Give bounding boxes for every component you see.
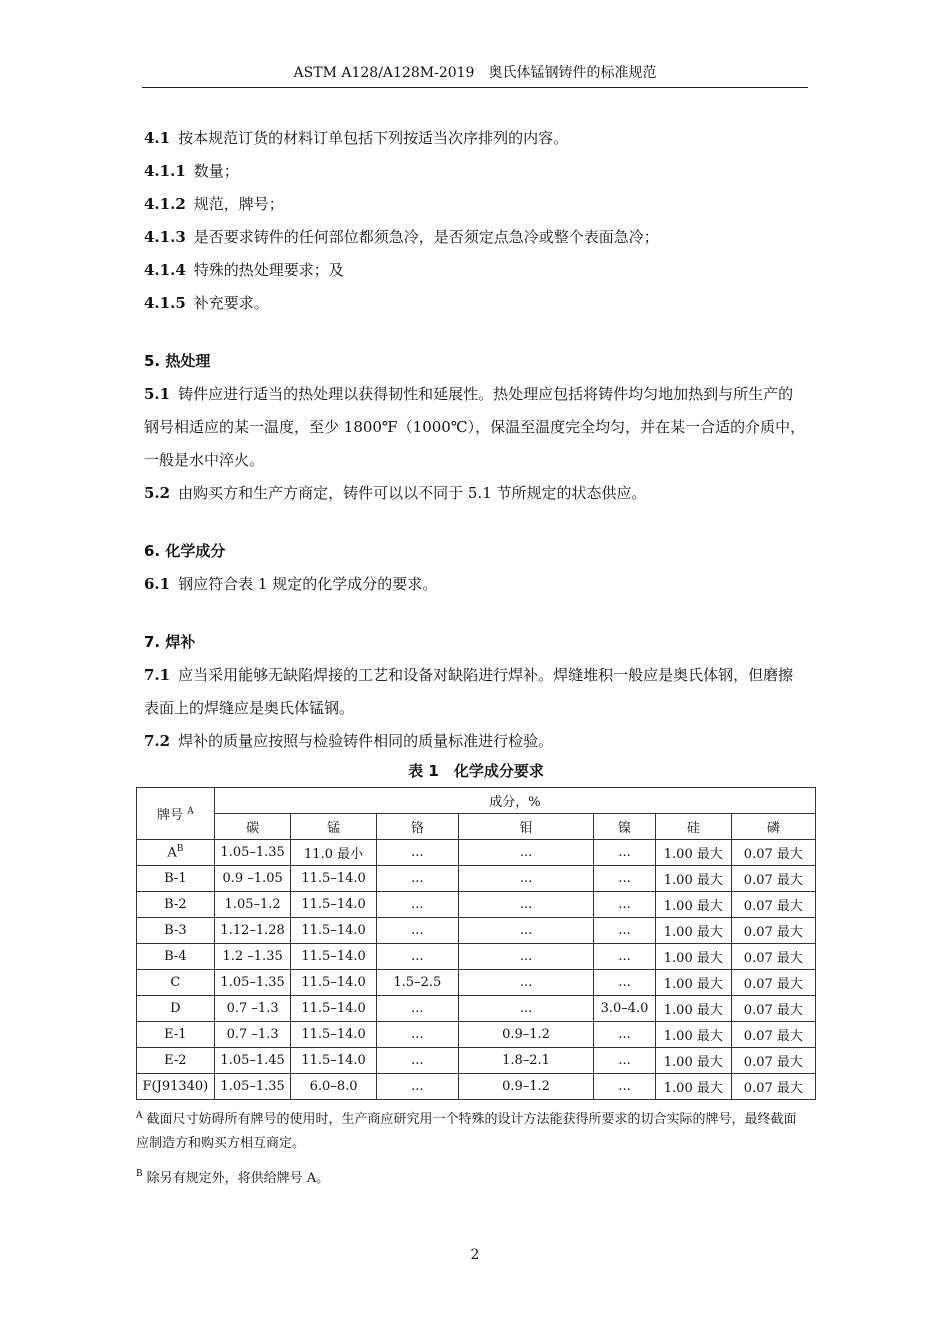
table-row <box>137 1022 816 1048</box>
paragraph <box>144 477 808 510</box>
table-cell: ... <box>458 970 593 996</box>
paragraph <box>144 254 808 287</box>
grade-cell <box>137 840 215 866</box>
clause-text: 数量； <box>193 162 239 180</box>
table-cell: ... <box>594 970 656 996</box>
column-header: 磷 <box>731 814 815 840</box>
table-cell: 0.07 最大 <box>731 892 815 918</box>
table-cell: 11.5–14.0 <box>291 892 376 918</box>
column-header: 镍 <box>594 814 656 840</box>
paragraph <box>144 378 808 477</box>
table-cell: 1.00 最大 <box>655 1022 731 1048</box>
table-cell: ... <box>376 1048 458 1074</box>
clause-number: 4.1 <box>144 129 171 147</box>
table-cell: ... <box>376 1022 458 1048</box>
clause-number: 4.1.2 <box>144 195 186 213</box>
clause-number: 4.1.3 <box>144 228 186 246</box>
column-header: 钼 <box>458 814 593 840</box>
table-cell: ... <box>458 866 593 892</box>
grade-cell <box>137 1022 215 1048</box>
grade-cell <box>137 970 215 996</box>
grade-cell <box>137 892 215 918</box>
footnote-mark: A <box>136 1111 143 1121</box>
table-cell: 1.05–1.2 <box>214 892 291 918</box>
clause-text: 规范，牌号； <box>193 195 284 213</box>
table-title: 表 1 化学成分要求 <box>408 762 544 780</box>
column-header: 硅 <box>655 814 731 840</box>
table-cell: 1.05–1.45 <box>214 1048 291 1074</box>
section-6-title: 6. 化学成分 <box>144 542 226 560</box>
table-cell: 0.07 最大 <box>731 840 815 866</box>
column-header: 铬 <box>376 814 458 840</box>
paragraph <box>144 725 808 758</box>
grade-label: E-1 <box>164 1027 187 1042</box>
clause-text: 焊补的质量应按照与检验铸件相同的质量标准进行检验。 <box>178 732 554 750</box>
grade-cell <box>137 996 215 1022</box>
table-cell: 11.5–14.0 <box>291 1048 376 1074</box>
table-cell: 1.00 最大 <box>655 944 731 970</box>
table-cell: ... <box>458 892 593 918</box>
clause-text: 按本规范订货的材料订单包括下列按适当次序排列的内容。 <box>178 129 569 147</box>
table-cell: 1.00 最大 <box>655 1048 731 1074</box>
table-row <box>137 944 816 970</box>
table-cell: 11.5–14.0 <box>291 970 376 996</box>
grade-cell <box>137 918 215 944</box>
table-cell: 1.12–1.28 <box>214 918 291 944</box>
paragraph <box>144 659 808 725</box>
table-row <box>137 1048 816 1074</box>
table-cell: 0.7 –1.3 <box>214 996 291 1022</box>
table-cell: 0.07 最大 <box>731 1022 815 1048</box>
table-cell: 0.9 –1.05 <box>214 866 291 892</box>
table-cell: 0.07 最大 <box>731 866 815 892</box>
clause-number: 5.1 <box>144 385 171 403</box>
grade-header: 牌号 $^A$ <box>137 788 215 840</box>
table-cell: 1.00 最大 <box>655 970 731 996</box>
table-cell: ... <box>458 944 593 970</box>
section-5-title: 5. 热处理 <box>144 352 211 370</box>
table-cell: 1.2 –1.35 <box>214 944 291 970</box>
table-cell: 11.5–14.0 <box>291 1022 376 1048</box>
clause-number: 7.2 <box>144 732 171 750</box>
section-7-title: 7. 焊补 <box>144 633 196 651</box>
table-cell: ... <box>458 996 593 1022</box>
table-cell: ... <box>376 944 458 970</box>
footnote-mark: B <box>136 1169 143 1180</box>
clause-number: 4.1.5 <box>144 294 186 312</box>
table-cell: ... <box>458 840 593 866</box>
grade-label: B-2 <box>164 897 187 912</box>
grade-cell <box>137 866 215 892</box>
clause-number: 7.1 <box>144 666 171 684</box>
table-cell: 1.8–2.1 <box>458 1048 593 1074</box>
footnote-mark: B <box>176 844 184 855</box>
table-row <box>137 892 816 918</box>
table-cell: ... <box>594 918 656 944</box>
grade-label: D <box>170 1001 181 1016</box>
grade-label: B-3 <box>164 923 187 938</box>
table-row <box>137 840 816 866</box>
section-6 <box>144 568 808 601</box>
table-cell: 11.5–14.0 <box>291 944 376 970</box>
section-4 <box>144 122 808 320</box>
footnote-text: 除另有规定外，将供给牌号 A。 <box>146 1170 330 1186</box>
table-cell: 1.00 最大 <box>655 918 731 944</box>
grade-label: B-1 <box>164 871 187 886</box>
grade-label: F(J91340) <box>142 1079 209 1094</box>
table-cell: 0.07 最大 <box>731 944 815 970</box>
clause-text: 应当采用能够无缺陷焊接的工艺和设备对缺陷进行焊补。焊缝堆积一般应是奥氏体钢，但磨擦表面上的焊缝应是奥氏体锰钢。 <box>144 666 794 717</box>
table-cell: 0.07 最大 <box>731 1048 815 1074</box>
grade-cell <box>137 1074 215 1100</box>
table-cell: ... <box>376 840 458 866</box>
clause-text: 钢应符合表 1 规定的化学成分的要求。 <box>178 575 438 593</box>
clause-number: 4.1.4 <box>144 261 186 279</box>
clause-text: 特殊的热处理要求；及 <box>193 261 344 279</box>
section-5 <box>144 378 808 510</box>
composition-table <box>136 787 816 1100</box>
table-cell: 0.07 最大 <box>731 1074 815 1100</box>
table-row <box>137 1074 816 1100</box>
clause-number: 5.2 <box>144 484 171 502</box>
table-cell: 1.00 最大 <box>655 892 731 918</box>
table-row <box>137 918 816 944</box>
clause-text: 是否要求铸件的任何部位都须急冷，是否须定点急冷或整个表面急冷； <box>193 228 659 246</box>
page-header: ASTM A128/A128M-2019 奥氏体锰钢铸件的标准规范 <box>142 62 808 88</box>
column-header: 锰 <box>291 814 376 840</box>
table-cell: 0.9–1.2 <box>458 1022 593 1048</box>
table-cell: 1.00 最大 <box>655 866 731 892</box>
table-row <box>137 996 816 1022</box>
grade-label: C <box>170 975 181 990</box>
table-cell: 11.0 最小 <box>291 840 376 866</box>
table-cell: 11.5–14.0 <box>291 996 376 1022</box>
table-cell: ... <box>458 918 593 944</box>
paragraph <box>144 188 808 221</box>
table-cell: 11.5–14.0 <box>291 918 376 944</box>
table-cell: 0.07 最大 <box>731 918 815 944</box>
table-cell: 11.5–14.0 <box>291 866 376 892</box>
clause-number: 6.1 <box>144 575 171 593</box>
table-cell: ... <box>376 1074 458 1100</box>
table-cell: 3.0–4.0 <box>594 996 656 1022</box>
clause-number: 4.1.1 <box>144 162 186 180</box>
footnote-text: 截面尺寸妨碍所有牌号的使用时，生产商应研究用一个特殊的设计方法能获得所要求的切合实际的牌号，最终截面应制造方和购买方相互商定。 <box>136 1112 797 1152</box>
page-number: 2 <box>470 1247 480 1263</box>
table-cell: 0.07 最大 <box>731 996 815 1022</box>
table-cell: 0.07 最大 <box>731 970 815 996</box>
table-cell: ... <box>594 866 656 892</box>
table-cell: 1.00 最大 <box>655 996 731 1022</box>
table-row <box>137 970 816 996</box>
clause-text: 铸件应进行适当的热处理以获得韧性和延展性。热处理应包括将铸件均匀地加热到与所生产的钢号相适应的某一温度，至少 1800℉（1000℃），保温至温度完全均匀，并在某一合适的介质中，一般是水中淬火。 <box>144 385 806 469</box>
table-cell: 0.9–1.2 <box>458 1074 593 1100</box>
table-cell: ... <box>376 866 458 892</box>
grade-cell <box>137 1048 215 1074</box>
table-footnote <box>136 1162 808 1190</box>
table-cell: 1.05–1.35 <box>214 970 291 996</box>
paragraph <box>144 568 808 601</box>
column-header: 碳 <box>214 814 291 840</box>
table-row <box>137 866 816 892</box>
table-cell: 1.05–1.35 <box>214 1074 291 1100</box>
table-cell: ... <box>376 918 458 944</box>
table-cell: ... <box>594 1074 656 1100</box>
section-7 <box>144 659 808 758</box>
paragraph <box>144 221 808 254</box>
composition-group-header: 成分，% <box>214 788 815 814</box>
grade-cell <box>137 944 215 970</box>
paragraph <box>144 287 808 320</box>
grade-label: E-2 <box>164 1053 187 1068</box>
clause-text: 由购买方和生产方商定，铸件可以以不同于 5.1 节所规定的状态供应。 <box>178 484 647 502</box>
table-cell: 1.05–1.35 <box>214 840 291 866</box>
table-cell: ... <box>376 996 458 1022</box>
table-cell: 1.5–2.5 <box>376 970 458 996</box>
table-footnote <box>136 1104 808 1156</box>
table-cell: 6.0–8.0 <box>291 1074 376 1100</box>
table-cell: ... <box>594 840 656 866</box>
page-content <box>136 122 808 1191</box>
paragraph <box>144 155 808 188</box>
paragraph <box>144 122 808 155</box>
table-cell: ... <box>376 892 458 918</box>
table-cell: 0.7 –1.3 <box>214 1022 291 1048</box>
table-cell: ... <box>594 944 656 970</box>
grade-label: A <box>167 845 177 861</box>
table-cell: 1.00 最大 <box>655 840 731 866</box>
grade-label: B-4 <box>164 949 187 964</box>
table-cell: ... <box>594 1048 656 1074</box>
table-cell: ... <box>594 1022 656 1048</box>
clause-text: 补充要求。 <box>193 294 269 312</box>
table-cell: ... <box>594 892 656 918</box>
table-cell: 1.00 最大 <box>655 1074 731 1100</box>
table-notes <box>136 1104 808 1191</box>
